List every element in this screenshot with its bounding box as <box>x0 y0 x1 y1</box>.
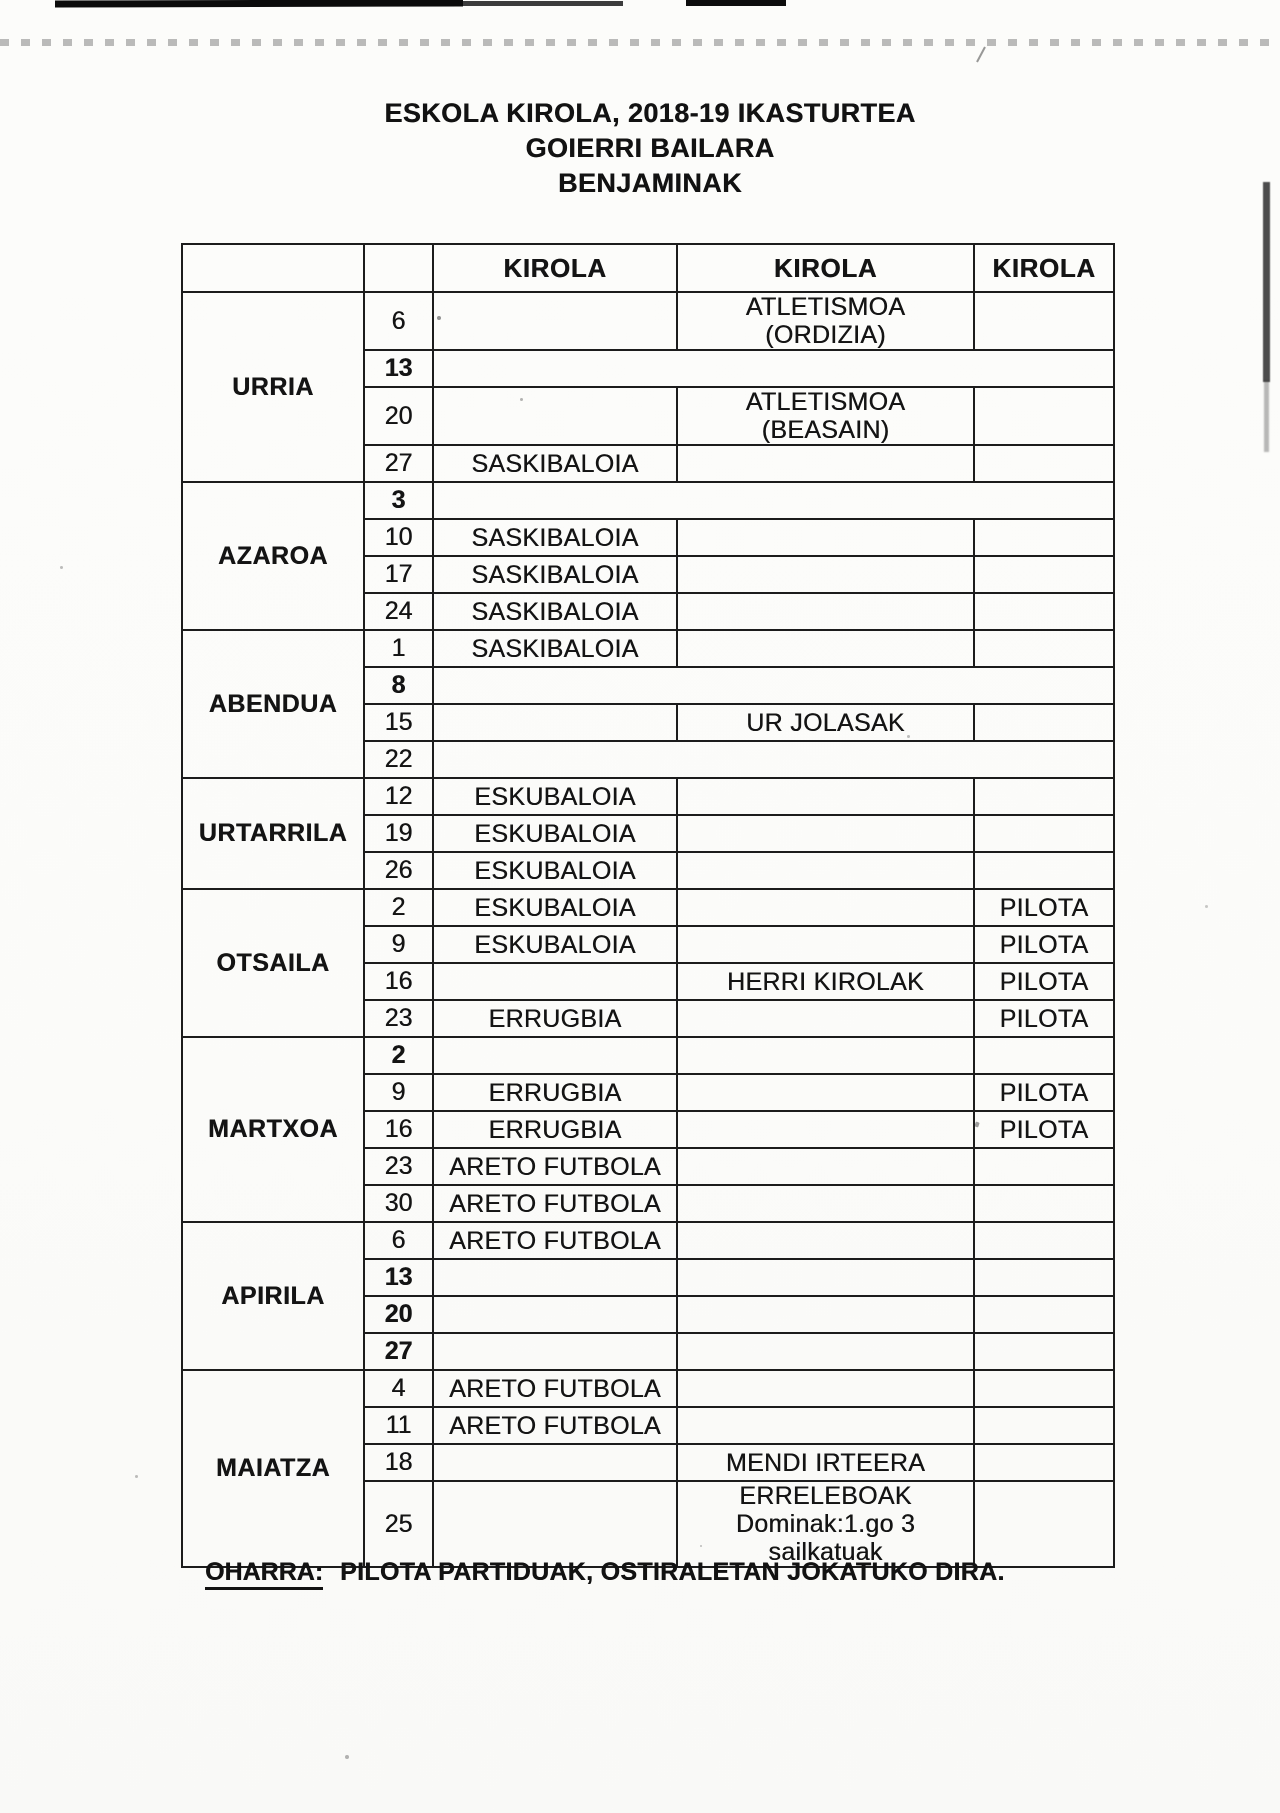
document-title <box>10 96 1280 201</box>
sport-cell: ARETO FUTBOLA <box>433 1148 677 1185</box>
sport-cell <box>677 1037 974 1074</box>
title-line-3: BENJAMINAK <box>557 168 742 198</box>
sport-cell: PILOTA <box>974 1000 1114 1037</box>
sport-cell: ARETO FUTBOLA <box>433 1370 677 1407</box>
schedule-row <box>182 292 1114 350</box>
table-header-row <box>182 244 1114 292</box>
sport-cell <box>677 1333 974 1370</box>
date-cell: 17 <box>364 556 433 593</box>
date-cell: 18 <box>364 1444 433 1481</box>
schedule-row <box>182 482 1114 519</box>
sport-cell: SASKIBALOIA <box>433 519 677 556</box>
scan-artifact-edge-streak <box>1263 182 1270 382</box>
scan-artifact-dash-band <box>0 39 1280 46</box>
scan-artifact-top-bar <box>463 1 623 6</box>
sport-cell <box>974 1185 1114 1222</box>
month-cell: URTARRILA <box>182 778 364 889</box>
date-cell: 12 <box>364 778 433 815</box>
sport-cell <box>677 1074 974 1111</box>
date-cell: 20 <box>364 387 433 445</box>
month-cell: ABENDUA <box>182 630 364 778</box>
scan-artifact-speck <box>60 566 63 569</box>
sport-cell: ARETO FUTBOLA <box>433 1185 677 1222</box>
sport-cell <box>677 1185 974 1222</box>
sport-cell <box>974 593 1114 630</box>
sport-cell: UR JOLASAK <box>677 704 974 741</box>
sport-cell <box>974 1481 1114 1567</box>
sport-cell: SASKIBALOIA <box>433 630 677 667</box>
date-cell: 11 <box>364 1407 433 1444</box>
sport-cell: ESKUBALOIA <box>433 778 677 815</box>
schedule-table <box>181 243 1115 1568</box>
sport-cell: MENDI IRTEERA <box>677 1444 974 1481</box>
date-cell: 10 <box>364 519 433 556</box>
date-cell: 6 <box>364 292 433 350</box>
sport-cell <box>677 593 974 630</box>
date-cell: 16 <box>364 1111 433 1148</box>
date-cell: 6 <box>364 1222 433 1259</box>
schedule-row <box>182 1370 1114 1407</box>
sport-cell <box>974 815 1114 852</box>
sport-cell: ESKUBALOIA <box>433 926 677 963</box>
sport-cell <box>677 1222 974 1259</box>
date-cell: 22 <box>364 741 433 778</box>
empty-header-cell <box>182 244 364 292</box>
sport-cell <box>677 1296 974 1333</box>
sport-cell <box>433 704 677 741</box>
sport-cell <box>974 778 1114 815</box>
sport-cell <box>677 889 974 926</box>
sport-cell: ESKUBALOIA <box>433 815 677 852</box>
sport-cell <box>974 1222 1114 1259</box>
date-cell: 13 <box>364 1259 433 1296</box>
date-cell: 23 <box>364 1000 433 1037</box>
sport-cell <box>974 1407 1114 1444</box>
month-cell: OTSAILA <box>182 889 364 1037</box>
sport-cell <box>974 1444 1114 1481</box>
kirola-column-header: KIROLA <box>433 244 677 292</box>
sport-cell <box>677 445 974 482</box>
date-cell: 15 <box>364 704 433 741</box>
sport-cell: SASKIBALOIA <box>433 445 677 482</box>
merged-empty-cell <box>433 350 1114 387</box>
sport-cell <box>433 963 677 1000</box>
month-cell: URRIA <box>182 292 364 482</box>
sport-cell <box>974 292 1114 350</box>
date-cell: 20 <box>364 1296 433 1333</box>
sport-cell: ARETO FUTBOLA <box>433 1222 677 1259</box>
month-cell: APIRILA <box>182 1222 364 1370</box>
sport-cell <box>974 445 1114 482</box>
sport-cell: SASKIBALOIA <box>433 593 677 630</box>
sport-cell <box>433 1259 677 1296</box>
sport-cell <box>677 1259 974 1296</box>
scan-artifact-scratch <box>976 47 986 63</box>
date-cell: 24 <box>364 593 433 630</box>
note-label: OHARRA: <box>205 1558 323 1590</box>
note-text: PILOTA PARTIDUAK, OSTIRALETAN JOKATUKO DIRA. <box>340 1558 1005 1586</box>
sport-cell <box>677 778 974 815</box>
sport-cell <box>433 387 677 445</box>
date-cell: 16 <box>364 963 433 1000</box>
sport-cell: ESKUBALOIA <box>433 889 677 926</box>
schedule-row <box>182 1222 1114 1259</box>
sport-cell <box>433 1296 677 1333</box>
sport-cell: PILOTA <box>974 1111 1114 1148</box>
date-cell: 1 <box>364 630 433 667</box>
sport-cell <box>433 1037 677 1074</box>
kirola-column-header: KIROLA <box>677 244 974 292</box>
date-cell: 27 <box>364 1333 433 1370</box>
schedule-row <box>182 1037 1114 1074</box>
scan-artifact-top-bar <box>686 0 786 6</box>
sport-cell: ARETO FUTBOLA <box>433 1407 677 1444</box>
sport-cell: ATLETISMOA (ORDIZIA) <box>677 292 974 350</box>
merged-empty-cell <box>433 741 1114 778</box>
sport-cell <box>974 1333 1114 1370</box>
sport-cell <box>677 1000 974 1037</box>
sport-cell <box>433 292 677 350</box>
schedule-row <box>182 778 1114 815</box>
sport-cell <box>974 704 1114 741</box>
empty-header-cell <box>364 244 433 292</box>
date-cell: 2 <box>364 889 433 926</box>
scan-artifact-speck <box>345 1755 349 1759</box>
sport-cell: ERRUGBIA <box>433 1074 677 1111</box>
date-cell: 9 <box>364 1074 433 1111</box>
sport-cell <box>677 815 974 852</box>
title-line-2: GOIERRI BAILARA <box>525 133 775 163</box>
date-cell: 25 <box>364 1481 433 1567</box>
schedule-row <box>182 630 1114 667</box>
sport-cell <box>677 926 974 963</box>
sport-cell: HERRI KIROLAK <box>677 963 974 1000</box>
date-cell: 13 <box>364 350 433 387</box>
month-cell: AZAROA <box>182 482 364 630</box>
date-cell: 19 <box>364 815 433 852</box>
sport-cell: ATLETISMOA (BEASAIN) <box>677 387 974 445</box>
scan-artifact-top-bar <box>55 0 463 8</box>
sport-cell: PILOTA <box>974 926 1114 963</box>
sport-cell <box>677 1111 974 1148</box>
kirola-column-header: KIROLA <box>974 244 1114 292</box>
date-cell: 30 <box>364 1185 433 1222</box>
sport-cell: PILOTA <box>974 889 1114 926</box>
sport-cell <box>433 1444 677 1481</box>
date-cell: 27 <box>364 445 433 482</box>
sport-cell: ERRUGBIA <box>433 1000 677 1037</box>
scan-artifact-speck <box>135 1475 138 1478</box>
date-cell: 8 <box>364 667 433 704</box>
month-cell: MARTXOA <box>182 1037 364 1222</box>
date-cell: 9 <box>364 926 433 963</box>
sport-cell <box>974 556 1114 593</box>
sport-cell: PILOTA <box>974 963 1114 1000</box>
sport-cell <box>433 1481 677 1567</box>
sport-cell <box>677 852 974 889</box>
sport-cell <box>974 519 1114 556</box>
sport-cell <box>974 1148 1114 1185</box>
sport-cell: ERRUGBIA <box>433 1111 677 1148</box>
title-line-1: ESKOLA KIROLA, 2018-19 IKASTURTEA <box>384 98 916 128</box>
scan-artifact-speck <box>1205 905 1208 908</box>
date-cell: 4 <box>364 1370 433 1407</box>
sport-cell: PILOTA <box>974 1074 1114 1111</box>
sport-cell <box>974 1259 1114 1296</box>
sport-cell <box>974 1296 1114 1333</box>
date-cell: 26 <box>364 852 433 889</box>
sport-cell <box>677 519 974 556</box>
date-cell: 3 <box>364 482 433 519</box>
schedule-row <box>182 889 1114 926</box>
sport-cell <box>974 1037 1114 1074</box>
sport-cell <box>433 1333 677 1370</box>
sport-cell <box>677 630 974 667</box>
sport-cell <box>677 1370 974 1407</box>
sport-cell <box>974 852 1114 889</box>
sport-cell <box>974 630 1114 667</box>
month-cell: MAIATZA <box>182 1370 364 1567</box>
scan-artifact-edge-streak <box>1264 380 1269 452</box>
sport-cell <box>974 1370 1114 1407</box>
sport-cell <box>677 556 974 593</box>
date-cell: 23 <box>364 1148 433 1185</box>
footer-note <box>205 1558 1005 1587</box>
date-cell: 2 <box>364 1037 433 1074</box>
merged-empty-cell <box>433 482 1114 519</box>
sport-cell: ESKUBALOIA <box>433 852 677 889</box>
sport-cell: ERRELEBOAK Dominak:1.go 3 sailkatuak <box>677 1481 974 1567</box>
sport-cell <box>677 1148 974 1185</box>
merged-empty-cell <box>433 667 1114 704</box>
sport-cell: SASKIBALOIA <box>433 556 677 593</box>
sport-cell <box>974 387 1114 445</box>
sport-cell <box>677 1407 974 1444</box>
